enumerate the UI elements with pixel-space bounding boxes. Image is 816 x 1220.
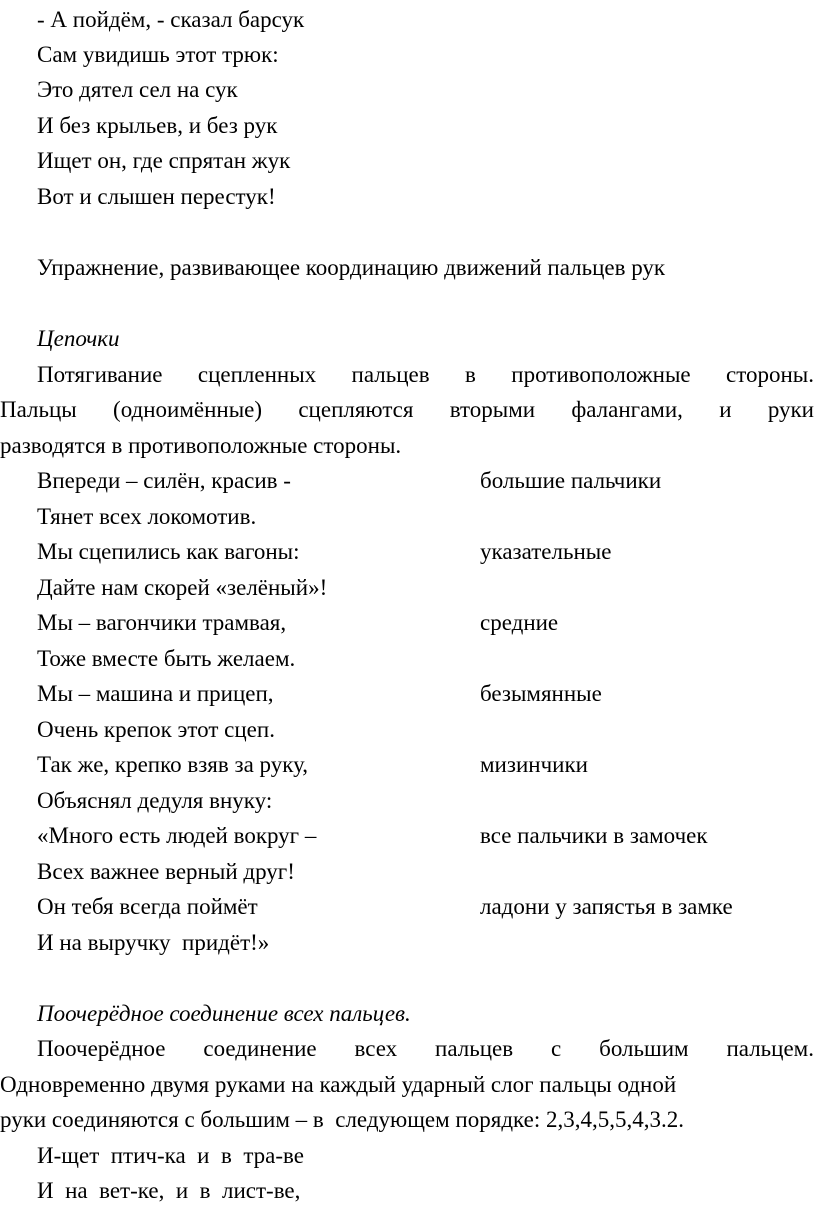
verse-row — [0, 641, 816, 677]
poem-line: Ищет он, где спрятан жук — [37, 148, 291, 173]
exercise-title: Поочерёдное соединение всех пальцев. — [37, 1001, 411, 1026]
verse-text: Тоже вместе быть желаем. — [37, 646, 296, 671]
word: фалангами, — [571, 397, 683, 422]
finger-note: большие пальчики — [480, 468, 662, 493]
finger-note: все пальчики в замочек — [480, 823, 708, 848]
word: большим — [599, 1036, 689, 1061]
word: руки — [767, 397, 814, 422]
verse-text: Впереди – силён, красив - — [37, 468, 291, 493]
word: противоположные — [511, 362, 691, 387]
finger-note: мизинчики — [480, 752, 588, 777]
paragraph-line — [0, 392, 816, 428]
finger-note: ладони у запястья в замке — [480, 894, 733, 919]
verse-row — [0, 570, 816, 606]
verse-line: И-щет птич-ка и в тра-ве — [37, 1143, 304, 1168]
verse-row — [0, 854, 816, 890]
verse-text: Мы – машина и прицеп, — [37, 681, 274, 706]
verse-row — [0, 499, 816, 535]
word: в — [465, 362, 476, 387]
exercise-title: Цепочки — [37, 326, 120, 351]
poem-line: Вот и слышен перестук! — [37, 184, 276, 209]
word: пальцев — [351, 362, 430, 387]
paragraph-line — [0, 1031, 816, 1067]
verse-row — [0, 463, 816, 499]
word: соединение — [203, 1036, 317, 1061]
word: и — [719, 397, 732, 422]
word: Пальцы — [0, 397, 77, 422]
verse-text: Дайте нам скорей «зелёный»! — [37, 575, 328, 600]
word: стороны. — [726, 362, 814, 387]
verse-text: «Много есть людей вокруг – — [37, 823, 317, 848]
verse-text: Объяснял дедуля внуку: — [37, 788, 273, 813]
poem-line: Сам увидишь этот трюк: — [37, 42, 279, 67]
poem-line: И без крыльев, и без рук — [37, 113, 278, 138]
verse-row — [0, 534, 816, 570]
verse-row — [0, 889, 816, 925]
verse-row — [0, 818, 816, 854]
verse-row — [0, 747, 816, 783]
finger-note: безымянные — [480, 681, 602, 706]
verse-text: Так же, крепко взяв за руку, — [37, 752, 309, 777]
poem-line: - А пойдём, - сказал барсук — [37, 7, 305, 32]
word: пальцем. — [726, 1036, 814, 1061]
word: с — [551, 1036, 562, 1061]
section-heading: Упражнение, развивающее координацию движений пальцев рук — [37, 255, 666, 280]
verse-text: Очень крепок этот сцеп. — [37, 717, 275, 742]
word: пальцев — [435, 1036, 514, 1061]
verse-text: Мы сцепились как вагоны: — [37, 539, 300, 564]
word: (одноимённые) — [113, 397, 263, 422]
paragraph-line: руки соединяются с большим – в следующем порядке: 2,3,4,5,5,4,3.2. — [0, 1107, 684, 1132]
verse-row — [0, 712, 816, 748]
paragraph-line: Одновременно двумя руками на каждый ударный слог пальцы одной — [0, 1072, 677, 1097]
paragraph-line — [0, 357, 816, 393]
verse-row — [0, 605, 816, 641]
verse-text: Он тебя всегда поймёт — [37, 894, 258, 919]
verse-row — [0, 783, 816, 819]
verse-text: И на выручку придёт!» — [37, 930, 270, 955]
word: Потягивание — [37, 362, 163, 387]
verse-line: И на вет-ке, и в лист-ве, — [37, 1178, 301, 1203]
word: сцепленных — [197, 362, 317, 387]
verse-text: Мы – вагончики трамвая, — [37, 610, 287, 635]
poem-line: Это дятел сел на сук — [37, 77, 238, 102]
word: вторыми — [449, 397, 536, 422]
verse-row — [0, 676, 816, 712]
word: Поочерёдное — [37, 1036, 166, 1061]
verse-text: Всех важнее верный друг! — [37, 859, 295, 884]
verse-text: Тянет всех локомотив. — [37, 504, 257, 529]
word: всех — [354, 1036, 398, 1061]
finger-note: средние — [480, 610, 559, 635]
finger-note: указательные — [480, 539, 612, 564]
verse-row — [0, 925, 816, 961]
word: сцепляются — [298, 397, 414, 422]
paragraph-line: разводятся в противоположные стороны. — [0, 433, 402, 458]
